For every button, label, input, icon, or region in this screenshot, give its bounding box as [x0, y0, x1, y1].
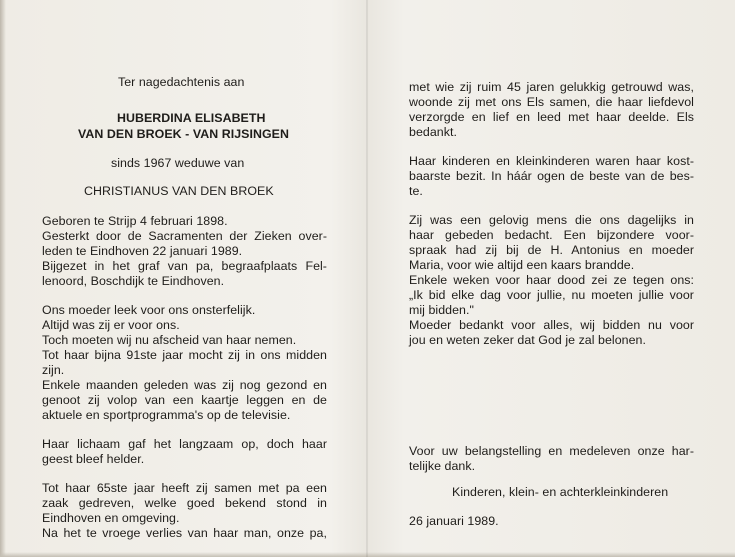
left-text-line: Gesterkt door de Sacramenten der Zieken over-	[42, 229, 327, 243]
left-text-line: Ons moeder leek voor ons onsterfelijk.	[42, 303, 256, 317]
left-text-line: zijn.	[42, 363, 65, 377]
left-text-line: Tot haar 65ste jaar heeft zij samen met pa een	[42, 481, 327, 495]
right-text-line: Voor uw belangstelling en medeleven onze har-	[409, 444, 694, 458]
right-text-line: haar gebeden bedacht. Een bijzondere voor-	[409, 228, 694, 242]
left-text-line: Haar lichaam gaf het langzaam op, doch haar	[42, 437, 327, 451]
left-text-line: Enkele maanden geleden was zij nog gezond en	[42, 378, 327, 392]
left-text-line: Bijgezet in het graf van pa, begraafplaats Fel-	[42, 259, 327, 273]
right-text-line: verzorgde en lief en leed met haar deelde. Els	[409, 110, 694, 124]
right-text-line: mij bidden."	[409, 303, 474, 317]
left-text-line: Geboren te Strijp 4 februari 1898.	[42, 214, 228, 228]
left-text-line: genoot zij volop van een kaartje leggen en de	[42, 393, 327, 407]
right-text-line: telijke dank.	[409, 459, 476, 473]
right-text-line: Zij was een gelovig mens die ons dagelijks in	[409, 213, 694, 227]
left-text-line: leden te Eindhoven 22 januari 1989.	[42, 244, 243, 258]
right-text-line: Enkele weken voor haar dood zei ze tegen ons:	[409, 273, 694, 287]
right-text-line: te.	[409, 184, 423, 198]
intro-line: Ter nagedachtenis aan	[118, 75, 245, 89]
husband-name: CHRISTIANUS VAN DEN BROEK	[84, 184, 274, 198]
right-text-line: spraak had zij bij de H. Antonius en moeder	[409, 243, 694, 257]
right-text-line: „Ik bid elke dag voor jullie, nu moeten jullie voor	[409, 288, 694, 302]
right-text-line: baarste bezit. In háár ogen de beste van de bes-	[409, 169, 694, 183]
left-text-line: Altijd was zij er voor ons.	[42, 318, 180, 332]
right-text-line: Haar kinderen en kleinkinderen waren haar kost-	[409, 154, 694, 168]
deceased-name-line1: HUBERDINA ELISABETH	[117, 111, 266, 125]
right-text-line: Moeder bedankt voor alles, wij bidden nu voor	[409, 318, 694, 332]
left-text-line: aktuele en sportprogramma's op de televisie.	[42, 408, 291, 422]
right-text-line: woonde zij met ons Els samen, die haar liefdevol	[409, 95, 694, 109]
left-text-line: zaak gedreven, welke goed bekend stond in	[42, 496, 327, 510]
left-text-line: Eindhoven en omgeving.	[42, 511, 180, 525]
right-text-line: met wie zij ruim 45 jaren gelukkig getrouwd was,	[409, 80, 694, 94]
deceased-name-line2: VAN DEN BROEK - VAN RIJSINGEN	[78, 127, 289, 141]
card-center-fold	[366, 0, 368, 557]
right-text-line: jou en weten zeker dat God je zal belonen.	[409, 333, 646, 347]
card-left-edge-shadow	[0, 0, 6, 557]
right-text-line: Maria, voor wie altijd een kaars brandde.	[409, 258, 635, 272]
signatories-line: Kinderen, klein- en achterkleinkinderen	[452, 485, 669, 499]
left-text-line: Tot haar bijna 91ste jaar mocht zij in ons midden	[42, 348, 327, 362]
widow-line: sinds 1967 weduwe van	[111, 156, 245, 170]
right-text-line: bedankt.	[409, 125, 457, 139]
left-text-line: geest bleef helder.	[42, 452, 145, 466]
left-text-line: Toch moeten wij nu afscheid van haar nemen.	[42, 333, 297, 347]
left-text-line: Na het te vroege verlies van haar man, onze pa,	[42, 526, 327, 540]
left-text-line: lenoord, Boschdijk te Eindhoven.	[42, 274, 225, 288]
date-line: 26 januari 1989.	[409, 514, 499, 528]
